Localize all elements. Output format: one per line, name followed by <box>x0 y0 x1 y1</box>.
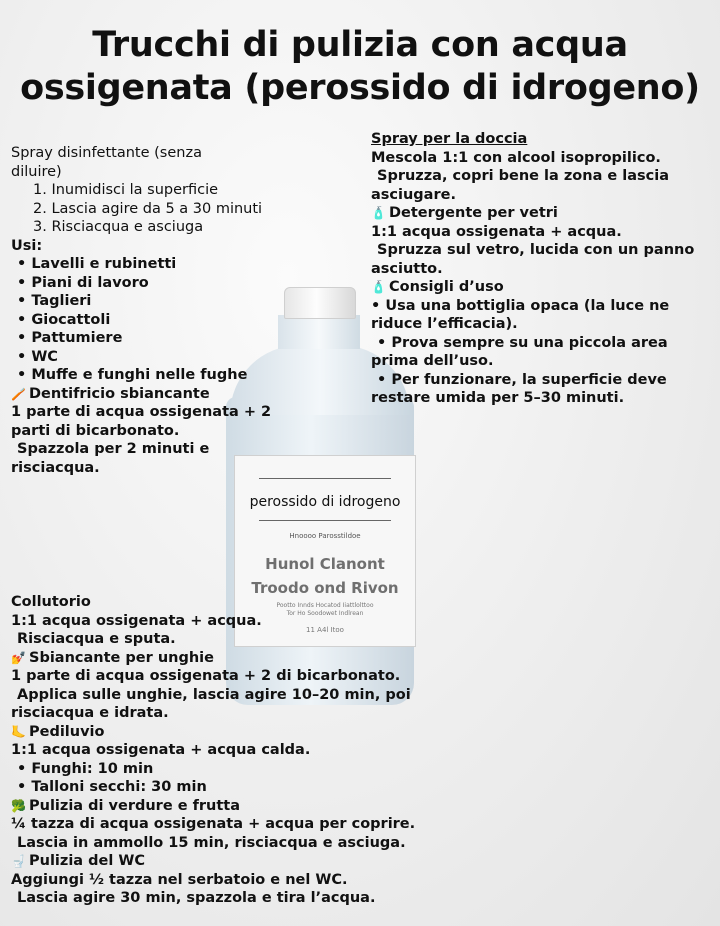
mouthwash-line-2: Risciacqua e sputa. <box>17 631 176 647</box>
label-big-line-2: Troodo ond Rivon <box>251 579 399 597</box>
title-line-2: ossigenata (perossido di idrogeno) <box>20 68 700 108</box>
label-big-line-1: Hunol Clanont <box>265 555 385 573</box>
toothpaste-line-3: Spazzola per 2 minuti e <box>17 441 210 457</box>
glass-line-1: 1:1 acqua ossigenata + acqua. <box>371 223 622 240</box>
label-main-text: perossido di idrogeno <box>249 494 401 510</box>
glass-line-3: asciutto. <box>371 260 443 277</box>
veg-line-2: Lascia in ammollo 15 min, risciacqua e asciuga. <box>17 834 406 851</box>
left-top-section <box>11 144 271 477</box>
step-2: 2. Lascia agire da 5 a 30 minuti <box>33 200 263 217</box>
veg-title: Pulizia di verdure e frutta <box>29 797 241 814</box>
label-fine-line-2: Tor Ho Soodowet Indlrean <box>286 610 364 617</box>
toilet-icon: 🚽 <box>11 854 26 868</box>
use-item: • Pattumiere <box>17 330 123 346</box>
foot-title: Pediluvio <box>29 723 105 740</box>
shower-title: Spray per la doccia <box>371 131 528 147</box>
label-volume: 11 A4l Itoo <box>306 626 344 634</box>
spray-bottle-icon: 🧴 <box>371 206 386 220</box>
veg-line-1: ¼ tazza di acqua ossigenata + acqua per coprire. <box>11 816 416 832</box>
tips-line-1: • Usa una bottiglia opaca (la luce ne <box>371 297 670 314</box>
nails-title: Sbiancante per unghie <box>29 649 214 666</box>
toothpaste-title: Dentifricio sbiancante <box>29 385 210 402</box>
label-small-text: Hnoooo Parosstildoe <box>289 532 361 540</box>
bottle-neck <box>278 315 360 349</box>
wc-line-1: Aggiungi ½ tazza nel serbatoio e nel WC. <box>11 871 348 888</box>
nail-polish-icon: 💅 <box>11 650 26 665</box>
spray-title-2: diluire) <box>11 163 62 180</box>
use-item: • Lavelli e rubinetti <box>17 256 177 272</box>
nails-line-1: 1 parte di acqua ossigenata + 2 di bicarbonato. <box>11 668 401 684</box>
toothbrush-icon: 🪥 <box>11 386 26 401</box>
wc-line-2: Lascia agire 30 min, spazzola e tira l’acqua. <box>17 890 376 906</box>
toothpaste-line-2: parti di bicarbonato. <box>11 422 180 439</box>
uses-label: Usi: <box>11 237 43 254</box>
page-title <box>0 24 720 110</box>
foot-heading <box>11 723 415 742</box>
foot-line-3: • Talloni secchi: 30 min <box>17 779 207 795</box>
tips-heading <box>371 278 694 297</box>
use-item: • WC <box>17 348 58 365</box>
glass-heading <box>371 204 694 223</box>
label-fine-line-1: Pootto Innds Hocatod Iiattlolttoo <box>276 602 374 609</box>
label-rule-top <box>259 478 391 479</box>
mouthwash-line-1: 1:1 acqua ossigenata + acqua. <box>11 612 262 629</box>
tips-line-3: • Prova sempre su una piccola area <box>377 334 668 351</box>
bottle-cap <box>284 287 356 319</box>
foot-line-2: • Funghi: 10 min <box>17 760 154 777</box>
nails-heading <box>11 649 415 668</box>
toothpaste-line-4: risciacqua. <box>11 459 100 476</box>
mouthwash-title: Collutorio <box>11 594 91 610</box>
use-item: • Giocattoli <box>17 311 111 328</box>
step-3: 3. Risciacqua e asciuga <box>33 219 204 235</box>
tips-line-5: • Per funzionare, la superficie deve <box>377 371 667 388</box>
toothpaste-line-1: 1 parte di acqua ossigenata + 2 <box>11 404 272 420</box>
wc-title: Pulizia del WC <box>29 853 145 869</box>
veg-heading <box>11 797 415 816</box>
bottle-icon: 🧴 <box>371 280 386 294</box>
tips-line-6: restare umida per 5–30 minuti. <box>371 390 625 406</box>
nails-line-3: risciacqua e idrata. <box>11 705 169 721</box>
shower-line-2: Spruzza, copri bene la zona e lascia <box>377 168 670 184</box>
spray-title-1: Spray disinfettante (senza <box>11 145 202 161</box>
foot-icon: 🦶 <box>11 724 26 739</box>
toothpaste-heading <box>11 385 271 404</box>
label-rule-mid <box>259 520 391 521</box>
wc-heading <box>11 852 415 871</box>
use-item: • Muffe e funghi nelle fughe <box>17 367 248 383</box>
step-1: 1. Inumidisci la superficie <box>33 182 219 198</box>
nails-line-2: Applica sulle unghie, lascia agire 10–20 min, poi <box>17 686 411 703</box>
title-line-1: Trucchi di pulizia con acqua <box>92 25 628 65</box>
use-item: • Piani di lavoro <box>17 274 149 291</box>
tips-line-4: prima dell’uso. <box>371 353 494 369</box>
shower-line-3: asciugare. <box>371 186 456 203</box>
bottom-section <box>11 593 415 908</box>
use-item: • Taglieri <box>17 293 92 309</box>
glass-line-2: Spruzza sul vetro, lucida con un panno <box>377 242 695 258</box>
foot-line-1: 1:1 acqua ossigenata + acqua calda. <box>11 742 311 758</box>
glass-title: Detergente per vetri <box>389 205 558 221</box>
tips-line-2: riduce l’efficacia). <box>371 316 518 332</box>
tips-title: Consigli d’uso <box>389 279 504 295</box>
right-top-section <box>371 130 694 408</box>
broccoli-icon: 🥦 <box>11 798 26 813</box>
shower-line-1: Mescola 1:1 con alcool isopropilico. <box>371 149 661 166</box>
